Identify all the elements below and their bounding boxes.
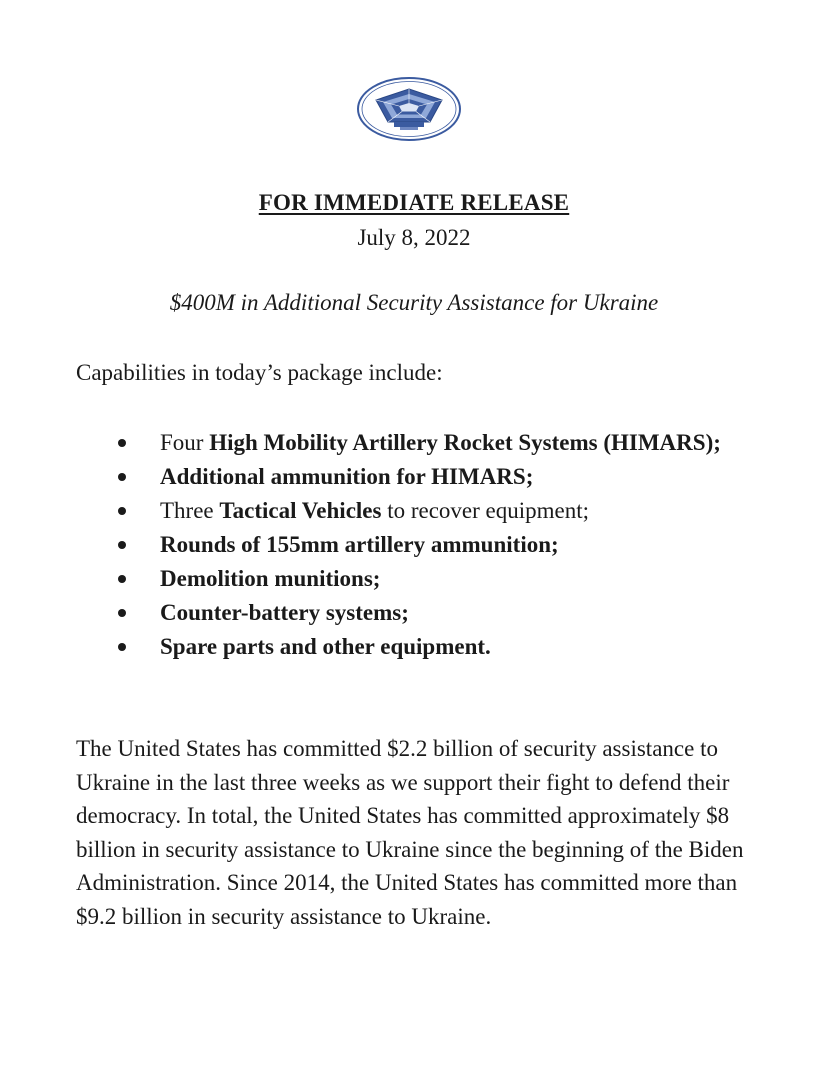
bullet-icon <box>118 609 126 617</box>
bullet-icon <box>118 575 126 583</box>
pentagon-seal-icon <box>356 76 462 142</box>
bullet-icon <box>118 541 126 549</box>
list-item: Spare parts and other equipment. <box>76 630 756 664</box>
list-item: Counter-battery systems; <box>76 596 756 630</box>
bullet-icon <box>118 439 126 447</box>
headline: $400M in Additional Security Assistance for Ukraine <box>169 290 659 315</box>
body-paragraph: The United States has committed $2.2 billion of security assistance to Ukraine in the last three weeks as we support their fight to defend their democracy. In total, the United States has committed approximately $8 billion in security assistance to Ukraine since the beginning of the Biden Administration. Since 2014, the United States has committed more than $9.2 billion in security assistance to Ukraine. <box>76 736 744 929</box>
list-item: Four High Mobility Artillery Rocket Systems (HIMARS); <box>76 426 756 460</box>
release-date: July 8, 2022 <box>357 225 471 250</box>
intro-text: Capabilities in today’s package include: <box>76 360 443 385</box>
list-item: Additional ammunition for HIMARS; <box>76 460 756 494</box>
release-label: FOR IMMEDIATE RELEASE <box>258 190 570 215</box>
bullet-icon <box>118 507 126 515</box>
bullet-icon <box>118 643 126 651</box>
bullet-icon <box>118 473 126 481</box>
capabilities-list <box>76 426 756 664</box>
list-item: Demolition munitions; <box>76 562 756 596</box>
list-item: Rounds of 155mm artillery ammunition; <box>76 528 756 562</box>
list-item: Three Tactical Vehicles to recover equipment; <box>76 494 756 528</box>
